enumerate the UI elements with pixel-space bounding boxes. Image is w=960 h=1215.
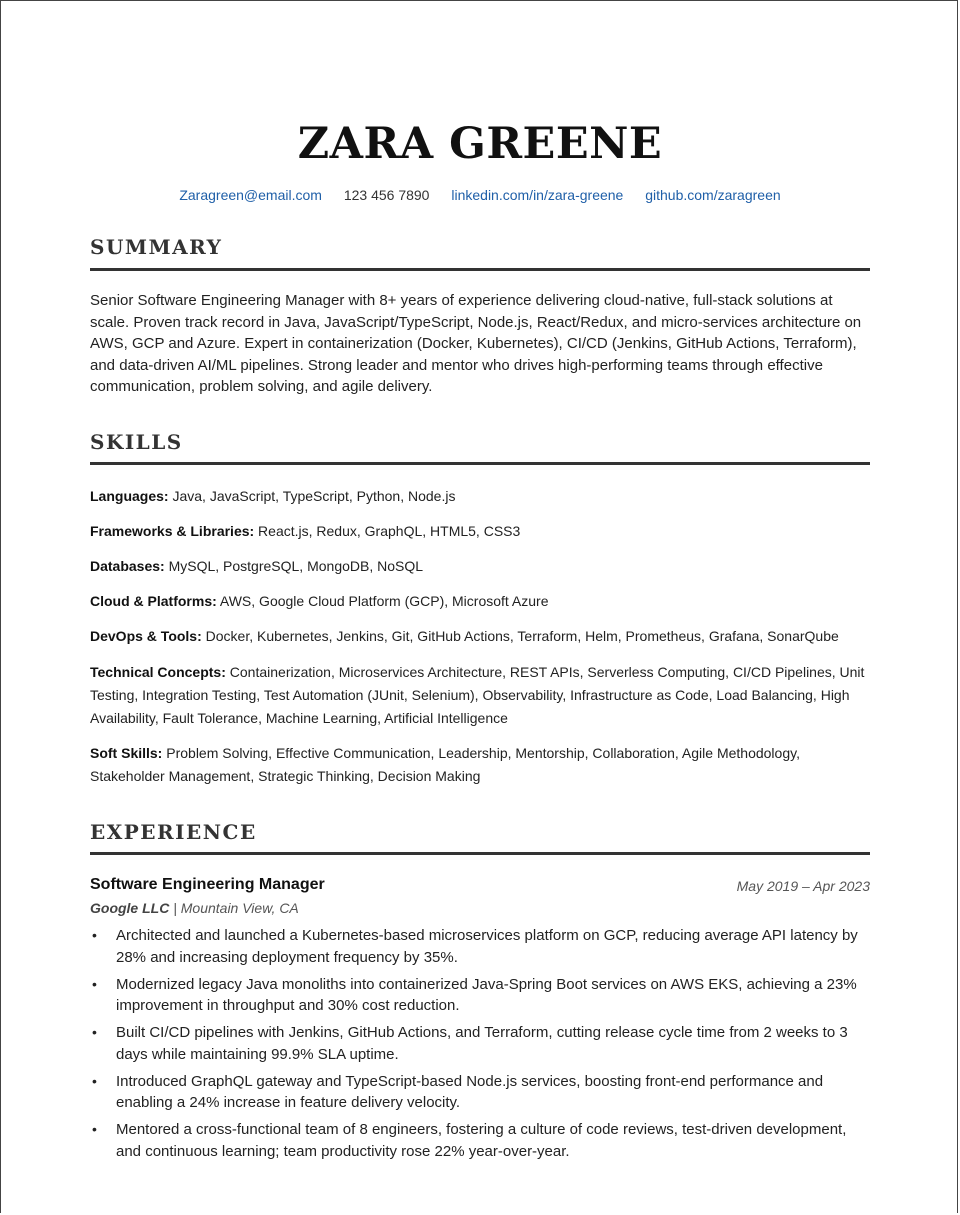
company-name: Google LLC: [90, 900, 170, 916]
list-item: • Modernized legacy Java monoliths into containerized Java-Spring Boot services on AWS EKS, achieving a 23% improvement in throughput and 30% cost reduction.: [90, 974, 870, 1017]
job-title: Software Engineering Manager: [90, 876, 325, 893]
skill-value: Problem Solving, Effective Communication, Leadership, Mentorship, Collaboration, Agile Methodology, Stakeholder Management, Strategic Thinking, Decision Making: [90, 745, 800, 784]
skill-row-cloud: [90, 590, 870, 613]
skill-row-soft-skills: [90, 742, 870, 788]
skill-row-frameworks: [90, 520, 870, 543]
skill-row-devops: [90, 625, 870, 648]
list-item: • Introduced GraphQL gateway and TypeScript-based Node.js services, boosting front-end performance and enabling a 24% increase in feature delivery velocity.: [90, 1071, 870, 1114]
skill-row-technical-concepts: [90, 661, 870, 730]
experience-divider: [90, 852, 870, 855]
list-item: • Architected and launched a Kubernetes-based microservices platform on GCP, reducing average API latency by 28% and increasing deployment frequency by 35%.: [90, 925, 870, 968]
summary-text: Senior Software Engineering Manager with 8+ years of experience delivering cloud-native, full-stack solutions at scale. Proven track record in Java, JavaScript/TypeScript, Node.js, React/Redux, and micro-services architecture on AWS, GCP and Azure. Expert in containerization (Docker, Kubernetes), CI/CD (Jenkins, GitHub Actions, Terraform), and data-driven AI/ML pipelines. Strong leader and mentor who drives high-performing teams through effective communication, problem solving, and agile delivery.: [90, 292, 862, 395]
skill-label: DevOps & Tools:: [90, 628, 202, 644]
candidate-name: ZARA GREENE: [297, 119, 663, 169]
summary-heading: SUMMARY: [90, 235, 223, 259]
skill-row-databases: [90, 555, 870, 578]
skill-value: Java, JavaScript, TypeScript, Python, Node.js: [168, 488, 456, 504]
job-dates: May 2019 – Apr 2023: [736, 878, 870, 894]
skill-value: MySQL, PostgreSQL, MongoDB, NoSQL: [164, 558, 424, 574]
skill-value: AWS, Google Cloud Platform (GCP), Microsoft Azure: [216, 593, 549, 609]
skill-value: Containerization, Microservices Architecture, REST APIs, Serverless Computing, CI/CD Pipelines, Unit Testing, Integration Testing, Test Automation (JUnit, Selenium), Observability, Infrastructure as Code, Load Balancing, High Availability, Fault Tolerance, Machine Learning, Artificial Intelligence: [90, 664, 865, 726]
phone-number: 123 456 7890: [343, 187, 430, 203]
list-item: • Built CI/CD pipelines with Jenkins, GitHub Actions, and Terraform, cutting release cycle time from 2 weeks to 3 days while maintaining 99.9% SLA uptime.: [90, 1022, 870, 1065]
job-company-line: [90, 900, 299, 916]
skill-label: Technical Concepts:: [90, 664, 226, 680]
skill-label: Databases:: [90, 558, 165, 574]
email-link[interactable]: Zaragreen@email.com: [179, 187, 322, 203]
experience-heading: EXPERIENCE: [90, 820, 257, 844]
skills-divider: [90, 462, 870, 465]
job-bullets: [90, 925, 870, 1168]
skill-value: React.js, Redux, GraphQL, HTML5, CSS3: [254, 523, 521, 539]
list-item: • Mentored a cross-functional team of 8 engineers, fostering a culture of code reviews, test-driven development, and continuous learning; team productivity rose 22% year-over-year.: [90, 1119, 870, 1162]
skill-label: Languages:: [90, 488, 169, 504]
skill-label: Soft Skills:: [90, 745, 163, 761]
linkedin-link[interactable]: linkedin.com/in/zara-greene: [451, 187, 624, 203]
company-location: | Mountain View, CA: [169, 900, 299, 916]
github-link[interactable]: github.com/zaragreen: [645, 187, 781, 203]
skill-label: Cloud & Platforms:: [90, 593, 217, 609]
skill-value: Docker, Kubernetes, Jenkins, Git, GitHub Actions, Terraform, Helm, Prometheus, Grafana, SonarQube: [201, 628, 839, 644]
skill-label: Frameworks & Libraries:: [90, 523, 255, 539]
skills-heading: SKILLS: [90, 430, 183, 454]
summary-divider: [90, 268, 870, 271]
contact-line: [90, 186, 870, 204]
skill-row-languages: [90, 485, 870, 508]
